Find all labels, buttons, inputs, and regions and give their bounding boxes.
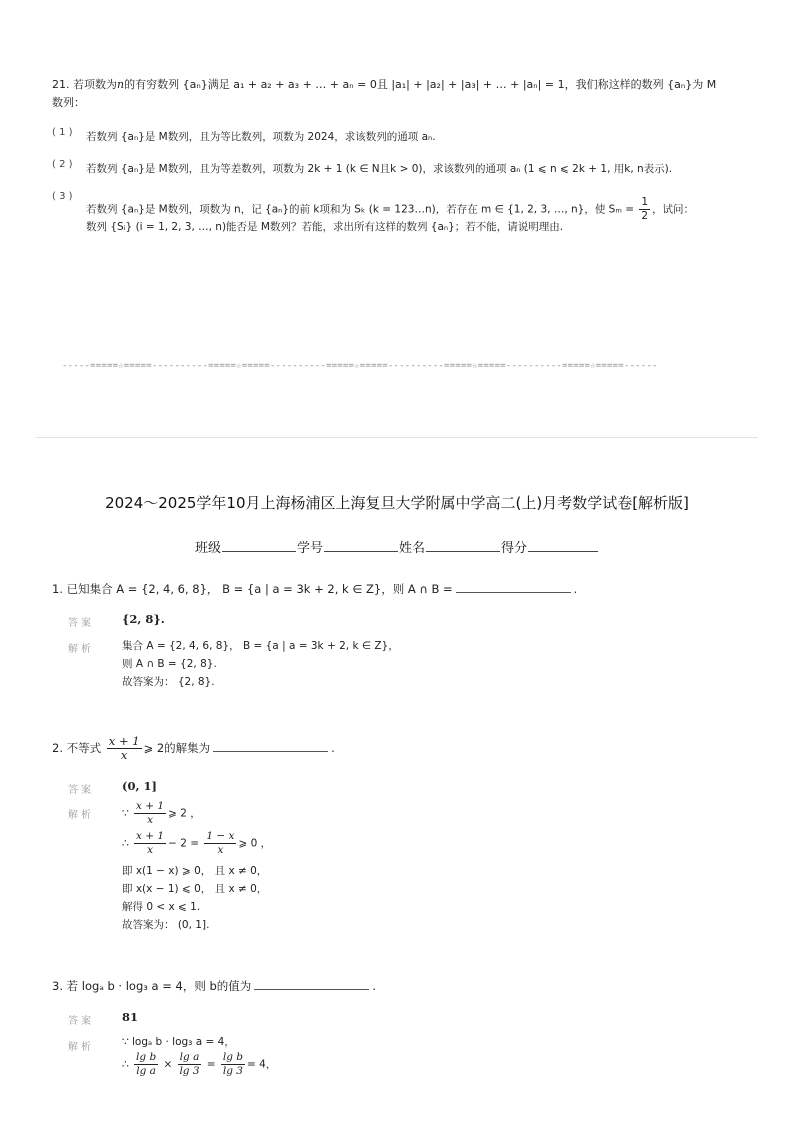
- q2-analysis-line1-tail: ⩾ 2 ，: [168, 807, 201, 820]
- q3-frac-lgb-lg3: [221, 1051, 245, 1078]
- q2-analysis-line3: 即 x(1 − x) ⩾ 0， 且 x ≠ 0，: [122, 865, 268, 877]
- q2-stem-suffix: ⩾ 2的解集为: [143, 741, 211, 755]
- q2-analysis-frac1: [134, 800, 166, 827]
- q21-part3-text-b: ，试问：: [652, 203, 695, 216]
- q2-analysis-line2: [122, 830, 271, 862]
- class-label: 班级: [194, 541, 221, 556]
- q1-analysis-label: 解析: [68, 644, 94, 655]
- q3-frac1-den: lg a: [136, 1065, 156, 1077]
- q3-answer: 81: [122, 1010, 139, 1024]
- q1-stem-text: 1. 已知集合 A = {2, 4, 6, 8}， B = {a | a = 3k + 2, k ∈ Z}，则 A ∩ B =: [52, 582, 453, 596]
- q2-analysis-line2-mid: − 2 =: [168, 837, 200, 850]
- q2-stem: [52, 735, 335, 762]
- q2-analysis-line4: 即 x(x − 1) ⩽ 0， 且 x ≠ 0，: [122, 883, 268, 895]
- q3-stem: [52, 977, 376, 994]
- q1-answer-blank[interactable]: [456, 580, 571, 593]
- student-info-line: [0, 537, 794, 556]
- q2-analysis-line1: [122, 800, 271, 830]
- q21-stem-prefix: 21. 若项数为: [52, 78, 117, 91]
- q3-analysis-line2-tail: = 4，: [247, 1058, 277, 1071]
- q2-stem-fraction: [107, 735, 142, 762]
- q21-part1-number: ( 1 ): [52, 127, 73, 138]
- q21-stem-tail: 数列：: [52, 96, 85, 109]
- id-label: 学号: [296, 541, 323, 556]
- q2-analysis-line5: 解得 0 < x ⩽ 1.: [122, 901, 201, 913]
- q2-answer-label: 答案: [68, 785, 94, 796]
- q2-analysis-frac1-num: x + 1: [136, 800, 165, 812]
- q3-stem-end: .: [372, 979, 376, 993]
- q3-answer-label: 答案: [68, 1016, 94, 1027]
- q3-analysis-line2: [122, 1051, 276, 1078]
- id-blank[interactable]: [324, 539, 398, 552]
- q21-part3-frac-num: 1: [641, 196, 649, 208]
- q1-analysis-line3: 故答案为： {2, 8}.: [122, 676, 215, 688]
- q1-analysis-line2: 则 A ∩ B = {2, 8}.: [122, 658, 217, 670]
- name-label: 姓名: [399, 541, 426, 556]
- q2-analysis-frac2: [134, 830, 166, 857]
- q21-stem: [52, 76, 752, 112]
- q2-analysis-label: 解析: [68, 810, 94, 821]
- q21-part2-text: 若数列 {aₙ}是 M数列，且为等差数列，项数为 2k + 1 (k ∈ N且k > 0)，求该数列的通项 aₙ (1 ⩽ n ⩽ 2k + 1, 用k, n表示).: [86, 163, 673, 175]
- q2-analysis-frac2-den: x: [147, 844, 154, 856]
- q3-equals-symbol: =: [206, 1058, 216, 1071]
- q2-analysis-frac3-num: 1 − x: [206, 830, 235, 842]
- q1-stem: [52, 580, 577, 597]
- q2-stem-prefix: 2. 不等式: [52, 741, 102, 755]
- q2-analysis-line6: 故答案为： (0, 1].: [122, 919, 210, 931]
- q3-stem-text: 3. 若 logₐ b · log₃ a = 4，则 b的值为: [52, 979, 252, 993]
- score-blank[interactable]: [528, 539, 598, 552]
- q3-analysis-label: 解析: [68, 1042, 94, 1053]
- q3-frac3-num: lg b: [222, 1051, 243, 1063]
- q21-part3-number: ( 3 ): [52, 191, 73, 202]
- class-blank[interactable]: [222, 539, 296, 552]
- q21-stem-n: n: [117, 78, 125, 91]
- q2-because-symbol: ∵: [122, 807, 129, 820]
- q21-part3-text-a: 若数列 {aₙ}是 M数列，项数为 n，记 {aₙ}的前 k项和为 Sₖ (k = 123…n)，若存在 m ∈ {1, 2, 3, …, n}，使 Sₘ =: [86, 203, 635, 216]
- q2-stem-frac-den: x: [120, 748, 128, 762]
- q3-frac-lga-lg3: [178, 1051, 202, 1078]
- name-blank[interactable]: [426, 539, 500, 552]
- q3-frac-lgb-lga: [134, 1051, 158, 1078]
- q21-part3-fraction: [639, 196, 650, 223]
- q2-therefore-symbol: ∴: [122, 837, 129, 850]
- q21-stem-condition: 的有穷数列 {aₙ}满足 a₁ + a₂ + a₃ + … + aₙ = 0且 |a₁| + |a₂| + |a₃| + … + |aₙ| = 1，我们称这样的数列 {aₙ}为 M: [124, 78, 717, 91]
- q1-stem-end: .: [573, 582, 578, 596]
- q2-analysis: [122, 800, 271, 934]
- q2-analysis-frac2-num: x + 1: [136, 830, 165, 842]
- q21-part2-number: ( 2 ): [52, 159, 73, 170]
- q3-frac2-den: lg 3: [179, 1065, 200, 1077]
- q3-frac2-num: lg a: [179, 1051, 200, 1063]
- q1-analysis: [122, 637, 399, 691]
- q3-frac1-num: lg b: [136, 1051, 157, 1063]
- q3-answer-blank[interactable]: [254, 977, 369, 990]
- exam-title: 2024～2025学年10月上海杨浦区上海复旦大学附属中学高二(上)月考数学试卷[解析版]: [105, 494, 689, 512]
- q3-therefore-symbol: ∴: [122, 1058, 129, 1071]
- q3-times-symbol: ×: [163, 1058, 173, 1071]
- q2-analysis-frac1-den: x: [147, 814, 154, 826]
- q1-answer: {2, 8}.: [122, 612, 165, 626]
- q21-part3-frac-den: 2: [641, 210, 649, 222]
- score-label: 得分: [501, 541, 528, 556]
- q2-analysis-line2-tail: ⩾ 0 ，: [238, 837, 272, 850]
- page-break-line: [36, 437, 758, 438]
- q1-answer-label: 答案: [68, 618, 94, 629]
- q2-stem-frac-num: x + 1: [108, 734, 140, 748]
- page-separator: -----=====☆=====----------=====☆=====----------=====☆=====----------=====☆=====----------=====☆=====------: [62, 361, 658, 371]
- q2-answer: (0, 1]: [122, 779, 157, 793]
- q2-answer-blank[interactable]: [213, 739, 328, 752]
- q21-part1-text: 若数列 {aₙ}是 M数列，且为等比数列，项数为 2024，求该数列的通项 aₙ.: [86, 131, 436, 143]
- q2-stem-end: .: [331, 741, 335, 755]
- q3-analysis: [122, 1033, 276, 1078]
- q1-analysis-line1: 集合 A = {2, 4, 6, 8}， B = {a | a = 3k + 2, k ∈ Z}，: [122, 640, 399, 652]
- q3-frac3-den: lg 3: [222, 1065, 243, 1077]
- q3-analysis-line1: ∵ logₐ b · log₃ a = 4，: [122, 1036, 235, 1048]
- q21-part3-text-c: 数列 {Sᵢ} (i = 1, 2, 3, …, n)能否是 M数列？若能，求出所有这样的数列 {aₙ}；若不能，请说明理由.: [86, 221, 564, 233]
- q2-analysis-frac3: [204, 830, 236, 857]
- q2-analysis-frac3-den: x: [217, 844, 224, 856]
